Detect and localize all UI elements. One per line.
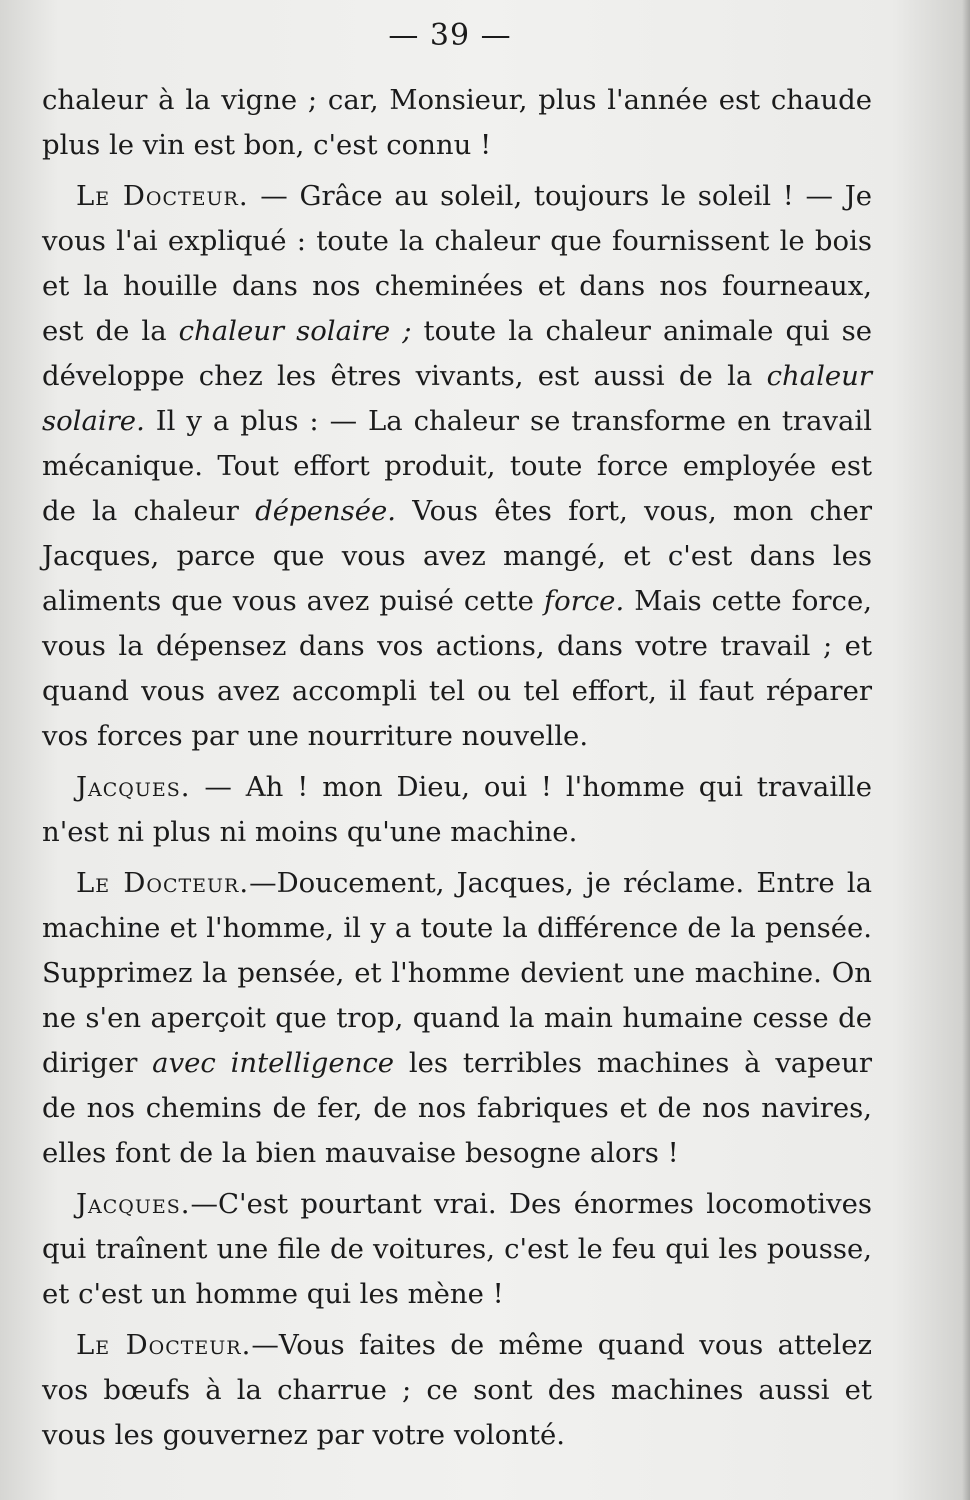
body-text: Vous êtes fort, vous, mon cher Jacques, parce que vous avez mangé, et c'est dans les aliments que vous avez puisé cette [42,495,872,617]
body-text: —C'est pourtant vrai. Des énormes locomotives qui traînent une file de voitures, c'est le feu qui les pousse, et c'est un homme qui les mène ! [42,1188,872,1310]
page-edge-shadow [962,0,970,1500]
text-block [42,78,872,1464]
speaker-name: Jacques. [76,771,191,803]
paragraph [42,174,872,759]
body-text: toute la chaleur animale qui se développe chez les êtres vivants, est aussi de la [42,315,872,392]
italic-text: avec intelligence [152,1047,395,1079]
body-text: Il y a plus : — La chaleur se transforme en travail mécanique. Tout effort produit, toute force employée est de la chaleur [42,405,872,527]
body-text: —Vous faites de même quand vous attelez vos bœufs à la charrue ; ce sont des machines aussi et vous les gouvernez par votre volonté. [42,1329,872,1451]
speaker-name: Le Docteur. [76,1329,252,1361]
body-text: les terribles machines à vapeur de nos chemins de fer, de nos fabriques et de nos navires, elles font de la bien mauvaise besogne alors ! [42,1047,872,1169]
speaker-name: Jacques. [76,1188,191,1220]
italic-text: chaleur solaire. [42,360,872,437]
italic-text: force. [543,585,625,617]
paragraph [42,78,872,168]
body-text: —Doucement, Jacques, je réclame. Entre la machine et l'homme, il y a toute la différence de la pensée. Supprimez la pensée, et l'homme devient une machine. On ne s'en aperçoit que trop, quand la main humaine cesse de diriger [42,867,873,1079]
italic-text: chaleur solaire ; [178,315,412,347]
page-number: — 39 — [388,18,512,53]
body-text: chaleur à la vigne ; car, Monsieur, plus l'année est chaude plus le vin est bon, c'est connu ! [42,84,872,161]
speaker-name: Le Docteur. [76,867,250,899]
italic-text: dépensée. [255,495,397,527]
paragraph [42,765,872,855]
body-text: — Grâce au soleil, toujours le soleil ! — Je vous l'ai expliqué : toute la chaleur que fournissent le bois et la houille dans nos cheminées et dans nos fourneaux, est de la [42,180,872,347]
paragraph [42,1323,872,1458]
paragraph [42,1182,872,1317]
speaker-name: Le Docteur. [76,180,249,212]
paragraph [42,861,872,1176]
body-text: — Ah ! mon Dieu, oui ! l'homme qui travaille n'est ni plus ni moins qu'une machine. [42,771,872,848]
body-text: Mais cette force, vous la dépensez dans vos actions, dans votre travail ; et quand vous avez accompli tel ou tel effort, il faut réparer vos forces par une nourriture nouvelle. [42,585,872,752]
